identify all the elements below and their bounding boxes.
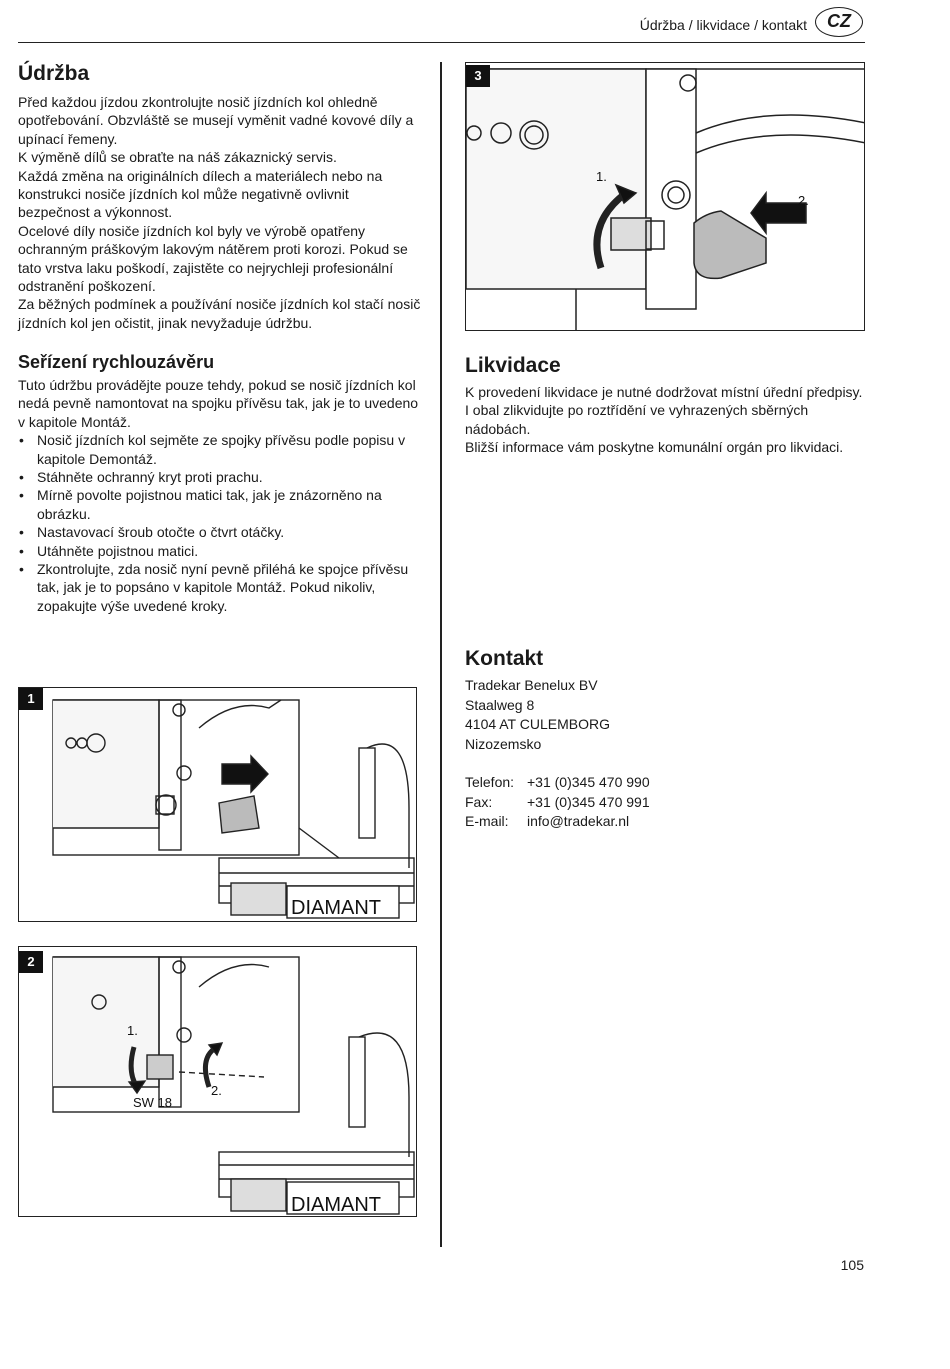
page-number: 105 bbox=[840, 1257, 864, 1273]
language-badge: CZ bbox=[815, 7, 863, 37]
phone-label: Telefon: bbox=[465, 774, 515, 790]
figure-2-step-1: 1. bbox=[127, 1023, 138, 1038]
disposal-paragraph: K provedení likvidace je nutné dodržovat místní úřední předpisy. bbox=[465, 384, 863, 400]
maintenance-paragraph: Za běžných podmínek a používání nosiče jízdních kol stačí nosič jízdních kol jen očistit, jinak nevyžaduje údržbu. bbox=[18, 296, 421, 331]
email-row bbox=[465, 812, 865, 832]
list-item: • Nosič jízdních kol sejměte ze spojky přívěsu podle popisu v kapitole Demontáž. bbox=[18, 431, 423, 468]
contact-address bbox=[465, 676, 865, 754]
fax-value: +31 (0)345 470 991 bbox=[527, 793, 650, 810]
figure-1-illustration bbox=[19, 688, 417, 922]
contact-details bbox=[465, 773, 865, 832]
disposal-section bbox=[465, 354, 865, 457]
list-item: • Mírně povolte pojistnou matici tak, jak je znázorněno na obrázku. bbox=[18, 486, 423, 523]
address-line: 4104 AT CULEMBORG bbox=[465, 716, 610, 732]
figure-2-step-2: 2. bbox=[211, 1083, 222, 1098]
address-line: Tradekar Benelux BV bbox=[465, 677, 598, 693]
address-line: Nizozemsko bbox=[465, 735, 542, 752]
list-item: • Zkontrolujte, zda nosič nyní pevně přiléhá ke spojce přívěsu tak, jak je to popsáno v kapitole Montáž. Pokud nikoliv, zopakujte výše uvedené kroky. bbox=[18, 560, 423, 615]
figure-number: 3 bbox=[466, 65, 490, 87]
contact-title: Kontakt bbox=[465, 647, 544, 670]
maintenance-title: Údržba bbox=[18, 62, 90, 85]
column-divider bbox=[440, 62, 442, 1247]
figure-1 bbox=[18, 687, 417, 922]
maintenance-paragraph: Před každou jízdou zkontrolujte nosič jízdních kol ohledně opotřebování. Obzvláště se musejí vyměnit vadné kovové díly a upínací řemeny. bbox=[18, 94, 414, 147]
contact-section bbox=[465, 647, 865, 832]
maintenance-paragraph: Každá změna na originálních dílech a materiálech nebo na konstrukci nosiče jízdních kol může negativně ovlivnit bezpečnost a výkonnost. bbox=[18, 167, 383, 221]
figure-3-step-2: 2. bbox=[798, 193, 809, 208]
figure-number: 2 bbox=[19, 951, 43, 973]
list-item: • Stáhněte ochranný kryt proti prachu. bbox=[18, 468, 423, 486]
figure-2-brand-label: DIAMANT bbox=[291, 1194, 381, 1216]
quick-release-steps bbox=[18, 431, 423, 615]
maintenance-section bbox=[18, 62, 423, 332]
figure-3 bbox=[465, 62, 865, 331]
quick-release-section bbox=[18, 352, 423, 615]
address-line: Staalweg 8 bbox=[465, 696, 535, 713]
email-value[interactable]: info@tradekar.nl bbox=[527, 813, 630, 829]
phone-row bbox=[465, 773, 865, 793]
maintenance-paragraph: K výměně dílů se obraťte na náš zákaznický servis. bbox=[18, 149, 337, 166]
figure-2-wrench-size: SW 18 bbox=[133, 1095, 173, 1110]
header-divider bbox=[18, 42, 865, 43]
quick-release-intro: Tuto údržbu provádějte pouze tehdy, pokud se nosič jízdních kol nedá pevně namontovat na spojku přívěsu tak, jak je to uvedeno v kapitole Montáž. bbox=[18, 377, 419, 430]
phone-value: +31 (0)345 470 990 bbox=[527, 774, 650, 790]
maintenance-paragraph: Ocelové díly nosiče jízdních kol byly ve výrobě opatřeny ochranným práškovým lakovým nátěrem proti korozi. Pokud se tato vrstva laku poškodí, zajistěte co nejrychleji profesionální odstranění poškození. bbox=[18, 222, 408, 295]
fax-row bbox=[465, 793, 865, 813]
fax-label: Fax: bbox=[465, 793, 493, 810]
list-item: • Nastavovací šroub otočte o čtvrt otáčky. bbox=[18, 523, 423, 541]
figure-1-brand-label: DIAMANT bbox=[291, 897, 381, 919]
disposal-title: Likvidace bbox=[465, 354, 561, 377]
disposal-paragraph: Bližší informace vám poskytne komunální orgán pro likvidaci. bbox=[465, 439, 844, 456]
disposal-paragraph: I obal zlikvidujte po roztřídění ve vyhrazených sběrných nádobách. bbox=[465, 402, 809, 437]
quick-release-title: Seřízení rychlouzávěru bbox=[18, 352, 215, 372]
figure-number: 1 bbox=[19, 688, 43, 710]
list-item: • Utáhněte pojistnou matici. bbox=[18, 542, 423, 560]
figure-3-illustration bbox=[466, 63, 865, 331]
page-header-breadcrumb: Údržba / likvidace / kontakt bbox=[639, 17, 807, 33]
email-label: E-mail: bbox=[465, 813, 509, 829]
figure-3-step-1: 1. bbox=[596, 169, 607, 184]
figure-2-illustration bbox=[19, 947, 417, 1217]
figure-2 bbox=[18, 946, 417, 1217]
